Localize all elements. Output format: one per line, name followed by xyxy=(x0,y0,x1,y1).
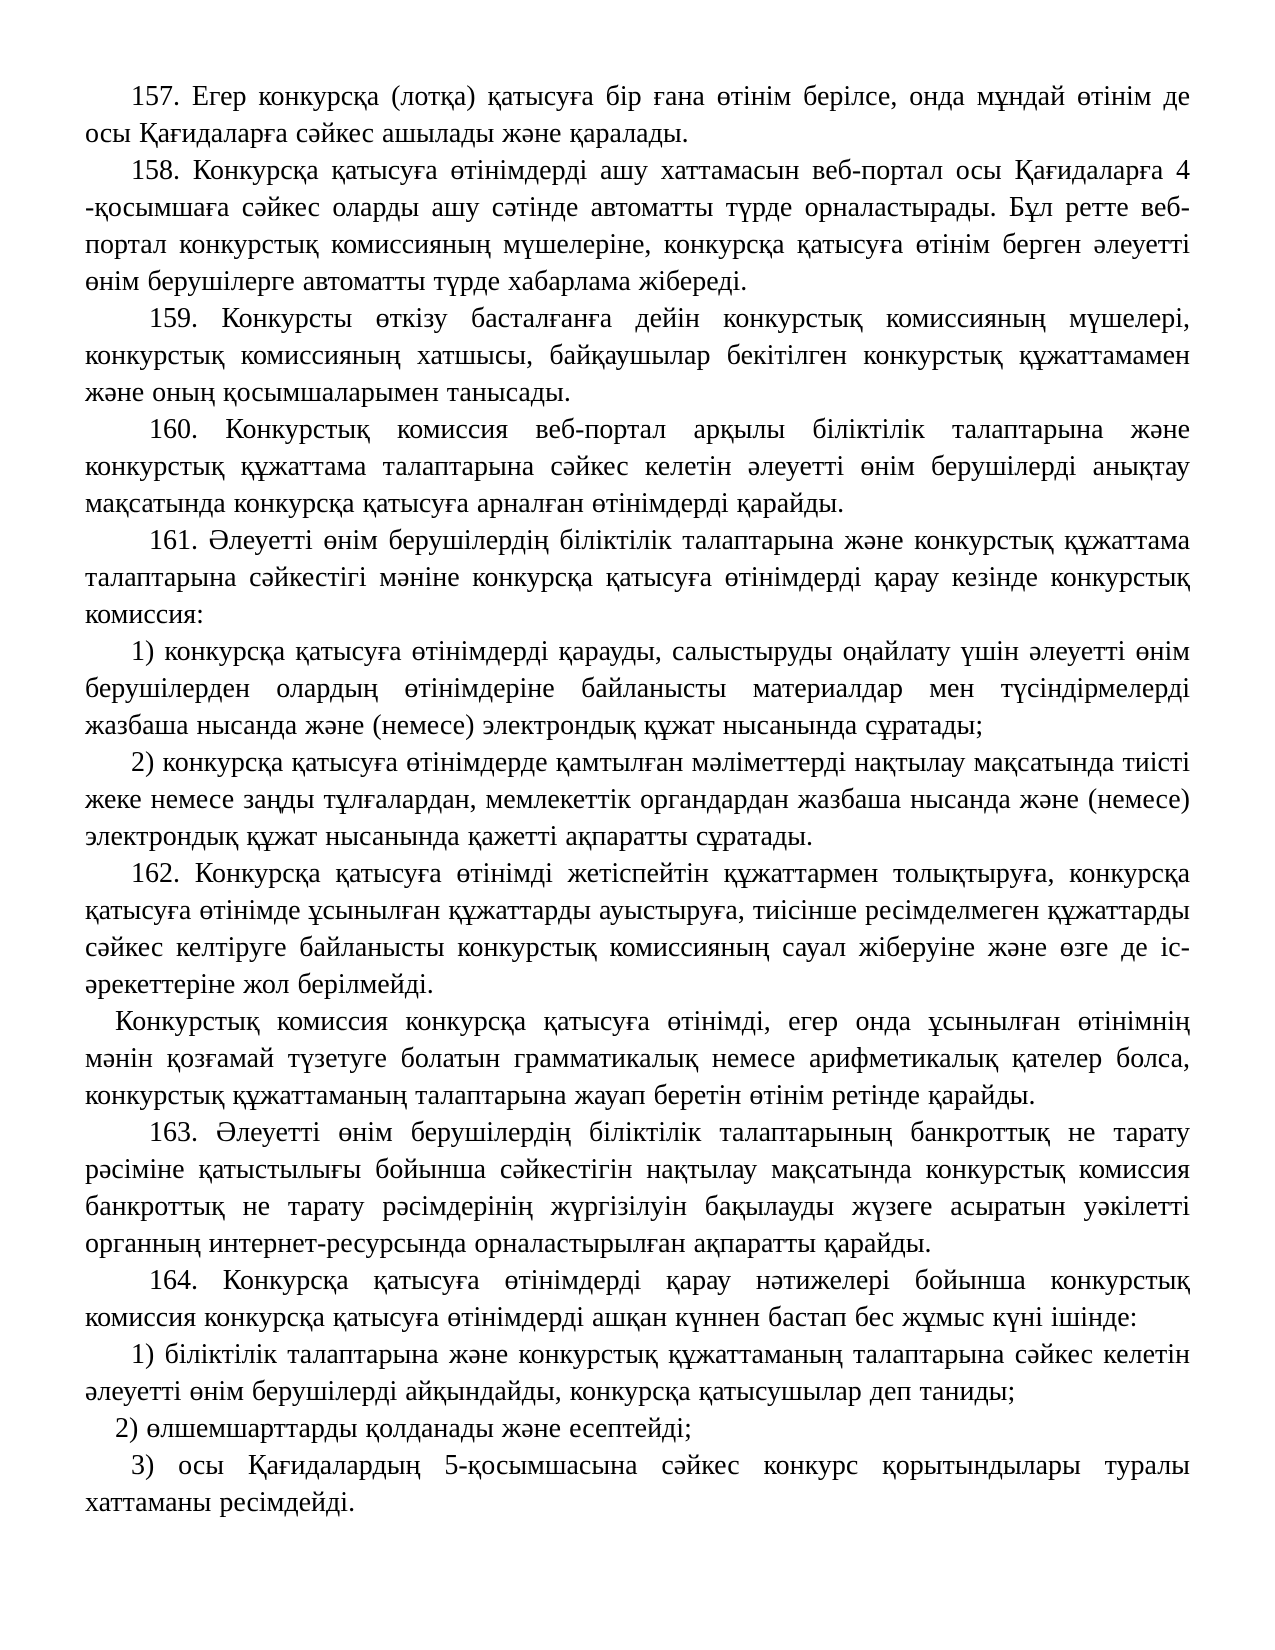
paragraph-162-continued: Конкурстық комиссия конкурсқа қатысуға өтінімді, егер онда ұсынылған өтінімнің мәнін қозғамай түзетуге болатын грамматикалық немесе арифметикалық қателер болса, конкурстық құжаттаманың талаптарына жауап беретін өтінім ретінде қарайды. xyxy=(85,1006,1190,1111)
paragraph-160: 160. Конкурстық комиссия веб-портал арқылы біліктілік талаптарына және конкурстық құжаттама талаптарына сәйкес келетін әлеуетті өнім берушілерді анықтау мақсатында конкурсқа қатысуға арналған өтінімдерді қарайды. xyxy=(85,414,1190,519)
paragraph-164-item-3: 3) осы Қағидалардың 5-қосымшасына сәйкес конкурс қорытындылары туралы хаттаманы ресімдейді. xyxy=(85,1450,1190,1518)
paragraph-164-item-1: 1) біліктілік талаптарына және конкурстық құжаттаманың талаптарына сәйкес келетін әлеуетті өнім берушілерді айқындайды, конкурсқа қатысушылар деп таниды; xyxy=(85,1339,1190,1407)
paragraph-161: 161. Әлеуетті өнім берушілердің біліктілік талаптарына және конкурстық құжаттама талаптарына сәйкестігі мәніне конкурсқа қатысуға өтінімдерді қарау кезінде конкурстық комиссия: xyxy=(85,525,1190,630)
paragraph-161-item-2: 2) конкурсқа қатысуға өтінімдерде қамтылған мәліметтерді нақтылау мақсатында тиісті жеке немесе заңды тұлғалардан, мемлекеттік органдардан жазбаша нысанда және (немесе) электрондық құжат нысанында қажетті ақпаратты сұратады. xyxy=(85,747,1190,852)
paragraph-158: 158. Конкурсқа қатысуға өтінімдерді ашу хаттамасын веб-портал осы Қағидаларға 4 -қосымшаға сәйкес оларды ашу сәтінде автоматты түрде орналастырады. Бұл ретте веб-портал конкурстық комиссияның мүшелеріне, конкурсқа қатысуға өтінім берген әлеуетті өнім берушілерге автоматты түрде хабарлама жібереді. xyxy=(85,155,1190,297)
paragraph-161-item-1: 1) конкурсқа қатысуға өтінімдерді қарауды, салыстыруды оңайлату үшін әлеуетті өнім берушілерден олардың өтінімдеріне байланысты материалдар мен түсіндірмелерді жазбаша нысанда және (немесе) электрондық құжат нысанында сұратады; xyxy=(85,636,1190,741)
paragraph-164-item-2: 2) өлшемшарттарды қолданады және есептейді; xyxy=(115,1413,692,1444)
paragraph-162: 162. Конкурсқа қатысуға өтінімді жетіспейтін құжаттармен толықтыруға, конкурсқа қатысуға өтінімде ұсынылған құжаттарды ауыстыруға, тиісінше ресімделмеген құжаттарды сәйкес келтіруге байланысты конкурстық комиссияның сауал жіберуіне және өзге де іс-әрекеттеріне жол берілмейді. xyxy=(85,858,1190,1000)
paragraph-159: 159. Конкурсты өткізу басталғанға дейін конкурстық комиссияның мүшелері, конкурстық комиссияның хатшысы, байқаушылар бекітілген конкурстық құжаттамамен және оның қосымшаларымен танысады. xyxy=(85,303,1190,408)
paragraph-164: 164. Конкурсқа қатысуға өтінімдерді қарау нәтижелері бойынша конкурстық комиссия конкурсқа қатысуға өтінімдерді ашқан күннен бастап бес жұмыс күні ішінде: xyxy=(85,1265,1190,1333)
paragraph-163: 163. Әлеуетті өнім берушілердің біліктілік талаптарының банкроттық не тарату рәсіміне қатыстылығы бойынша сәйкестігін нақтылау мақсатында конкурстық комиссия банкроттық не тарату рәсімдерінің жүргізілуін бақылауды жүзеге асыратын уәкілетті органның интернет-ресурсында орналастырылған ақпаратты қарайды. xyxy=(85,1117,1190,1259)
paragraph-157: 157. Егер конкурсқа (лотқа) қатысуға бір ғана өтінім берілсе, онда мұндай өтінім де осы Қағидаларға сәйкес ашылады және қаралады. xyxy=(85,81,1190,149)
